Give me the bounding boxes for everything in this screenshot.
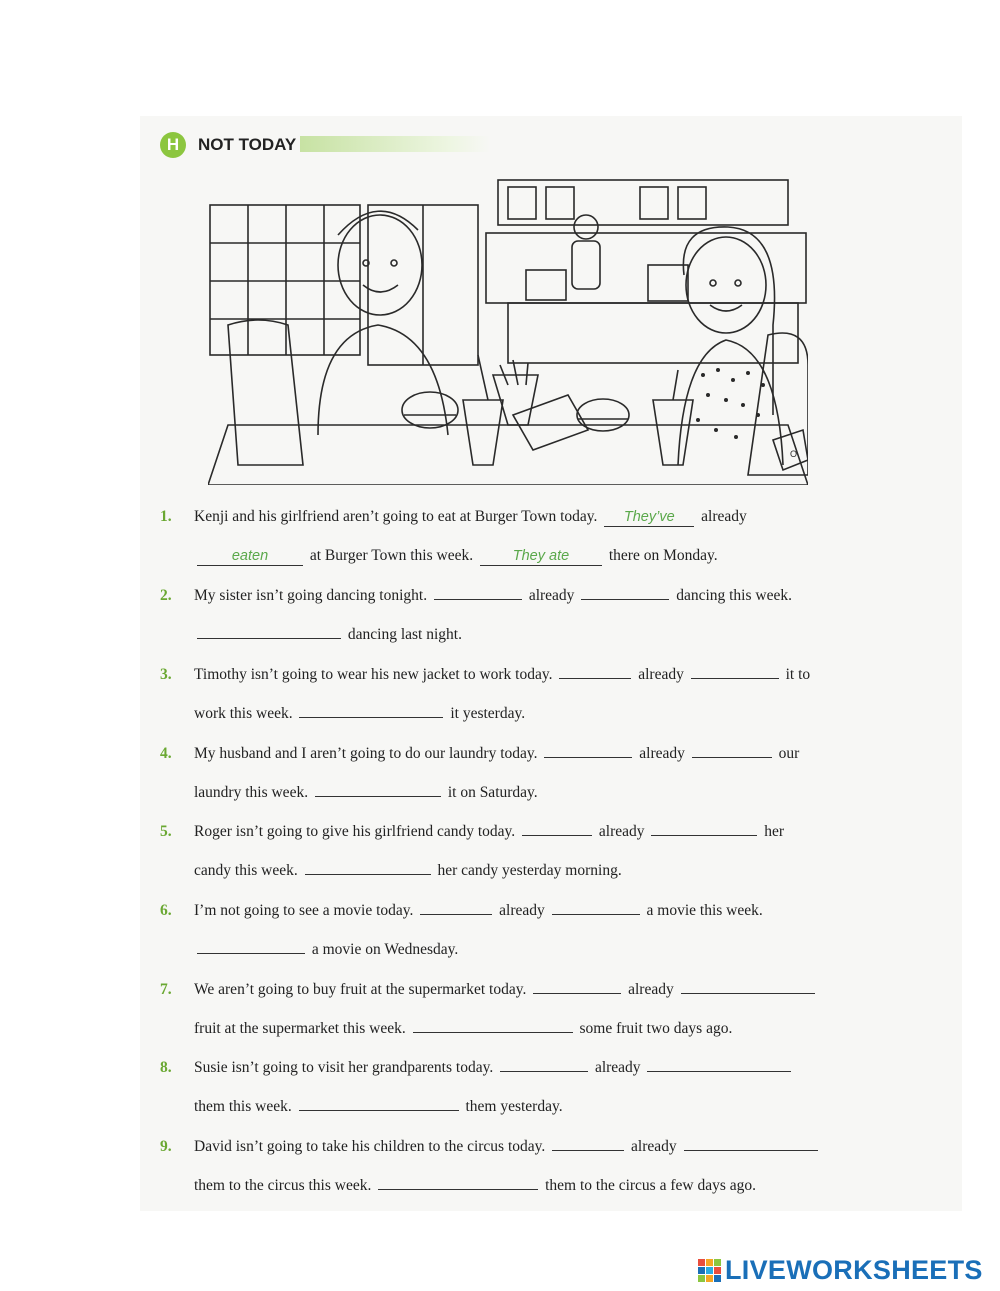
exercise-text-segment: Susie isn’t going to visit her grandparents today. [194, 1059, 498, 1076]
exercise-text-segment: her [760, 823, 785, 840]
exercise-text-segment: it to [781, 666, 811, 683]
exercise-text-segment: her candy yesterday morning. [433, 862, 622, 879]
exercise-text-segment: them yesterday. [461, 1098, 563, 1115]
exercise-text [194, 734, 930, 812]
exercise-number: 6. [160, 902, 172, 919]
answer-blank[interactable] [544, 739, 632, 758]
answer-blank[interactable] [559, 660, 631, 679]
section-letter-badge: H [160, 132, 186, 158]
answer-blank[interactable] [522, 817, 592, 836]
exercise-number: 1. [160, 508, 172, 525]
answer-blank[interactable] [299, 699, 443, 718]
exercise-text [194, 655, 930, 733]
exercise-text [194, 576, 930, 654]
exercise-text-segment: dancing last night. [344, 626, 462, 643]
exercise-text-segment: them to the circus a few days ago. [541, 1177, 756, 1194]
exercise-text-segment: already [524, 587, 579, 604]
answer-blank[interactable] [533, 975, 621, 994]
answer-blank[interactable] [692, 739, 772, 758]
exercise-number: 2. [160, 587, 172, 604]
answer-blank[interactable] [197, 620, 341, 639]
logo-mark-icon [698, 1259, 721, 1282]
answer-blank[interactable] [651, 817, 757, 836]
header-gradient-bar [300, 136, 490, 152]
answer-blank[interactable] [413, 1014, 573, 1033]
exercise-text-segment: We aren’t going to buy fruit at the supermarket today. [194, 981, 531, 998]
exercise-text-segment: it on Saturday. [443, 784, 538, 801]
exercise-text-segment: already [624, 981, 678, 998]
exercise-number: 8. [160, 1059, 172, 1076]
answer-blank[interactable] [299, 1092, 459, 1111]
exercise-text-segment: a movie on Wednesday. [308, 941, 459, 958]
exercise-text-segment: laundry this week. [194, 784, 312, 801]
answer-blank[interactable] [581, 581, 669, 600]
section-title: NOT TODAY [198, 135, 297, 154]
exercise-text-segment: already [634, 666, 688, 683]
exercise-text-segment: Kenji and his girlfriend aren’t going to eat at Burger Town today. [194, 508, 602, 525]
exercise-text-segment: My husband and I aren’t going to do our laundry today. [194, 745, 542, 762]
exercise-text-segment: fruit at the supermarket this week. [194, 1020, 410, 1037]
exercise-text [194, 970, 930, 1048]
exercise-number: 5. [160, 823, 172, 840]
answer-blank-filled[interactable]: eaten [197, 547, 303, 566]
answer-blank-filled[interactable]: They’ve [604, 508, 694, 527]
exercise-text-segment: work this week. [194, 705, 297, 722]
answer-blank[interactable] [378, 1171, 538, 1190]
exercise-text-segment: I’m not going to see a movie today. [194, 902, 418, 919]
exercise-text [194, 891, 930, 969]
exercise-text-segment: dancing this week. [672, 587, 792, 604]
exercise-text-segment: already [591, 1059, 645, 1076]
exercise-text-segment: already [627, 1138, 681, 1155]
exercise-text [194, 497, 930, 575]
exercise-text-segment: candy this week. [194, 862, 302, 879]
exercise-number: 4. [160, 745, 172, 762]
answer-blank[interactable] [315, 778, 441, 797]
exercise-text-segment: our [774, 745, 800, 762]
exercise-text-segment: them to the circus this week. [194, 1177, 376, 1194]
answer-blank[interactable] [434, 581, 522, 600]
burger-restaurant-illustration [208, 175, 808, 485]
exercise-text-segment: at Burger Town this week. [306, 547, 477, 564]
exercise-number: 9. [160, 1138, 172, 1155]
answer-blank[interactable] [420, 896, 492, 915]
logo-text: LIVEWORKSHEETS [725, 1254, 983, 1285]
exercise-text-segment: already [697, 508, 747, 525]
answer-blank[interactable] [684, 1132, 818, 1151]
exercise-text-segment: already [595, 823, 649, 840]
exercise-text-segment: David isn’t going to take his children to the circus today. [194, 1138, 550, 1155]
answer-blank[interactable] [197, 935, 305, 954]
exercise-text-segment: already [495, 902, 549, 919]
exercise-text [194, 1127, 930, 1205]
answer-blank[interactable] [305, 856, 431, 875]
exercise-text-segment: Roger isn’t going to give his girlfriend candy today. [194, 823, 520, 840]
exercise-text-segment: there on Monday. [604, 547, 718, 564]
answer-blank[interactable] [552, 896, 640, 915]
exercise-text-segment: My sister isn’t going dancing tonight. [194, 587, 431, 604]
answer-blank[interactable] [552, 1132, 624, 1151]
section-header [160, 130, 296, 160]
exercise-text-segment: it yesterday. [446, 705, 526, 722]
liveworksheets-logo [698, 1256, 983, 1284]
exercise-text-segment: some fruit two days ago. [575, 1020, 733, 1037]
exercise-number: 3. [160, 666, 172, 683]
exercise-number: 7. [160, 981, 172, 998]
bag-tag-text: O [790, 449, 798, 459]
answer-blank-filled[interactable]: They ate [480, 547, 602, 566]
exercise-text-segment: them this week. [194, 1098, 296, 1115]
exercise-text [194, 1048, 930, 1126]
answer-blank[interactable] [691, 660, 779, 679]
answer-blank[interactable] [647, 1053, 791, 1072]
exercise-text [194, 812, 930, 890]
exercise-text-segment: already [635, 745, 689, 762]
answer-blank[interactable] [500, 1053, 588, 1072]
answer-blank[interactable] [681, 975, 815, 994]
exercise-text-segment: Timothy isn’t going to wear his new jacket to work today. [194, 666, 557, 683]
exercise-text-segment: a movie this week. [642, 902, 763, 919]
